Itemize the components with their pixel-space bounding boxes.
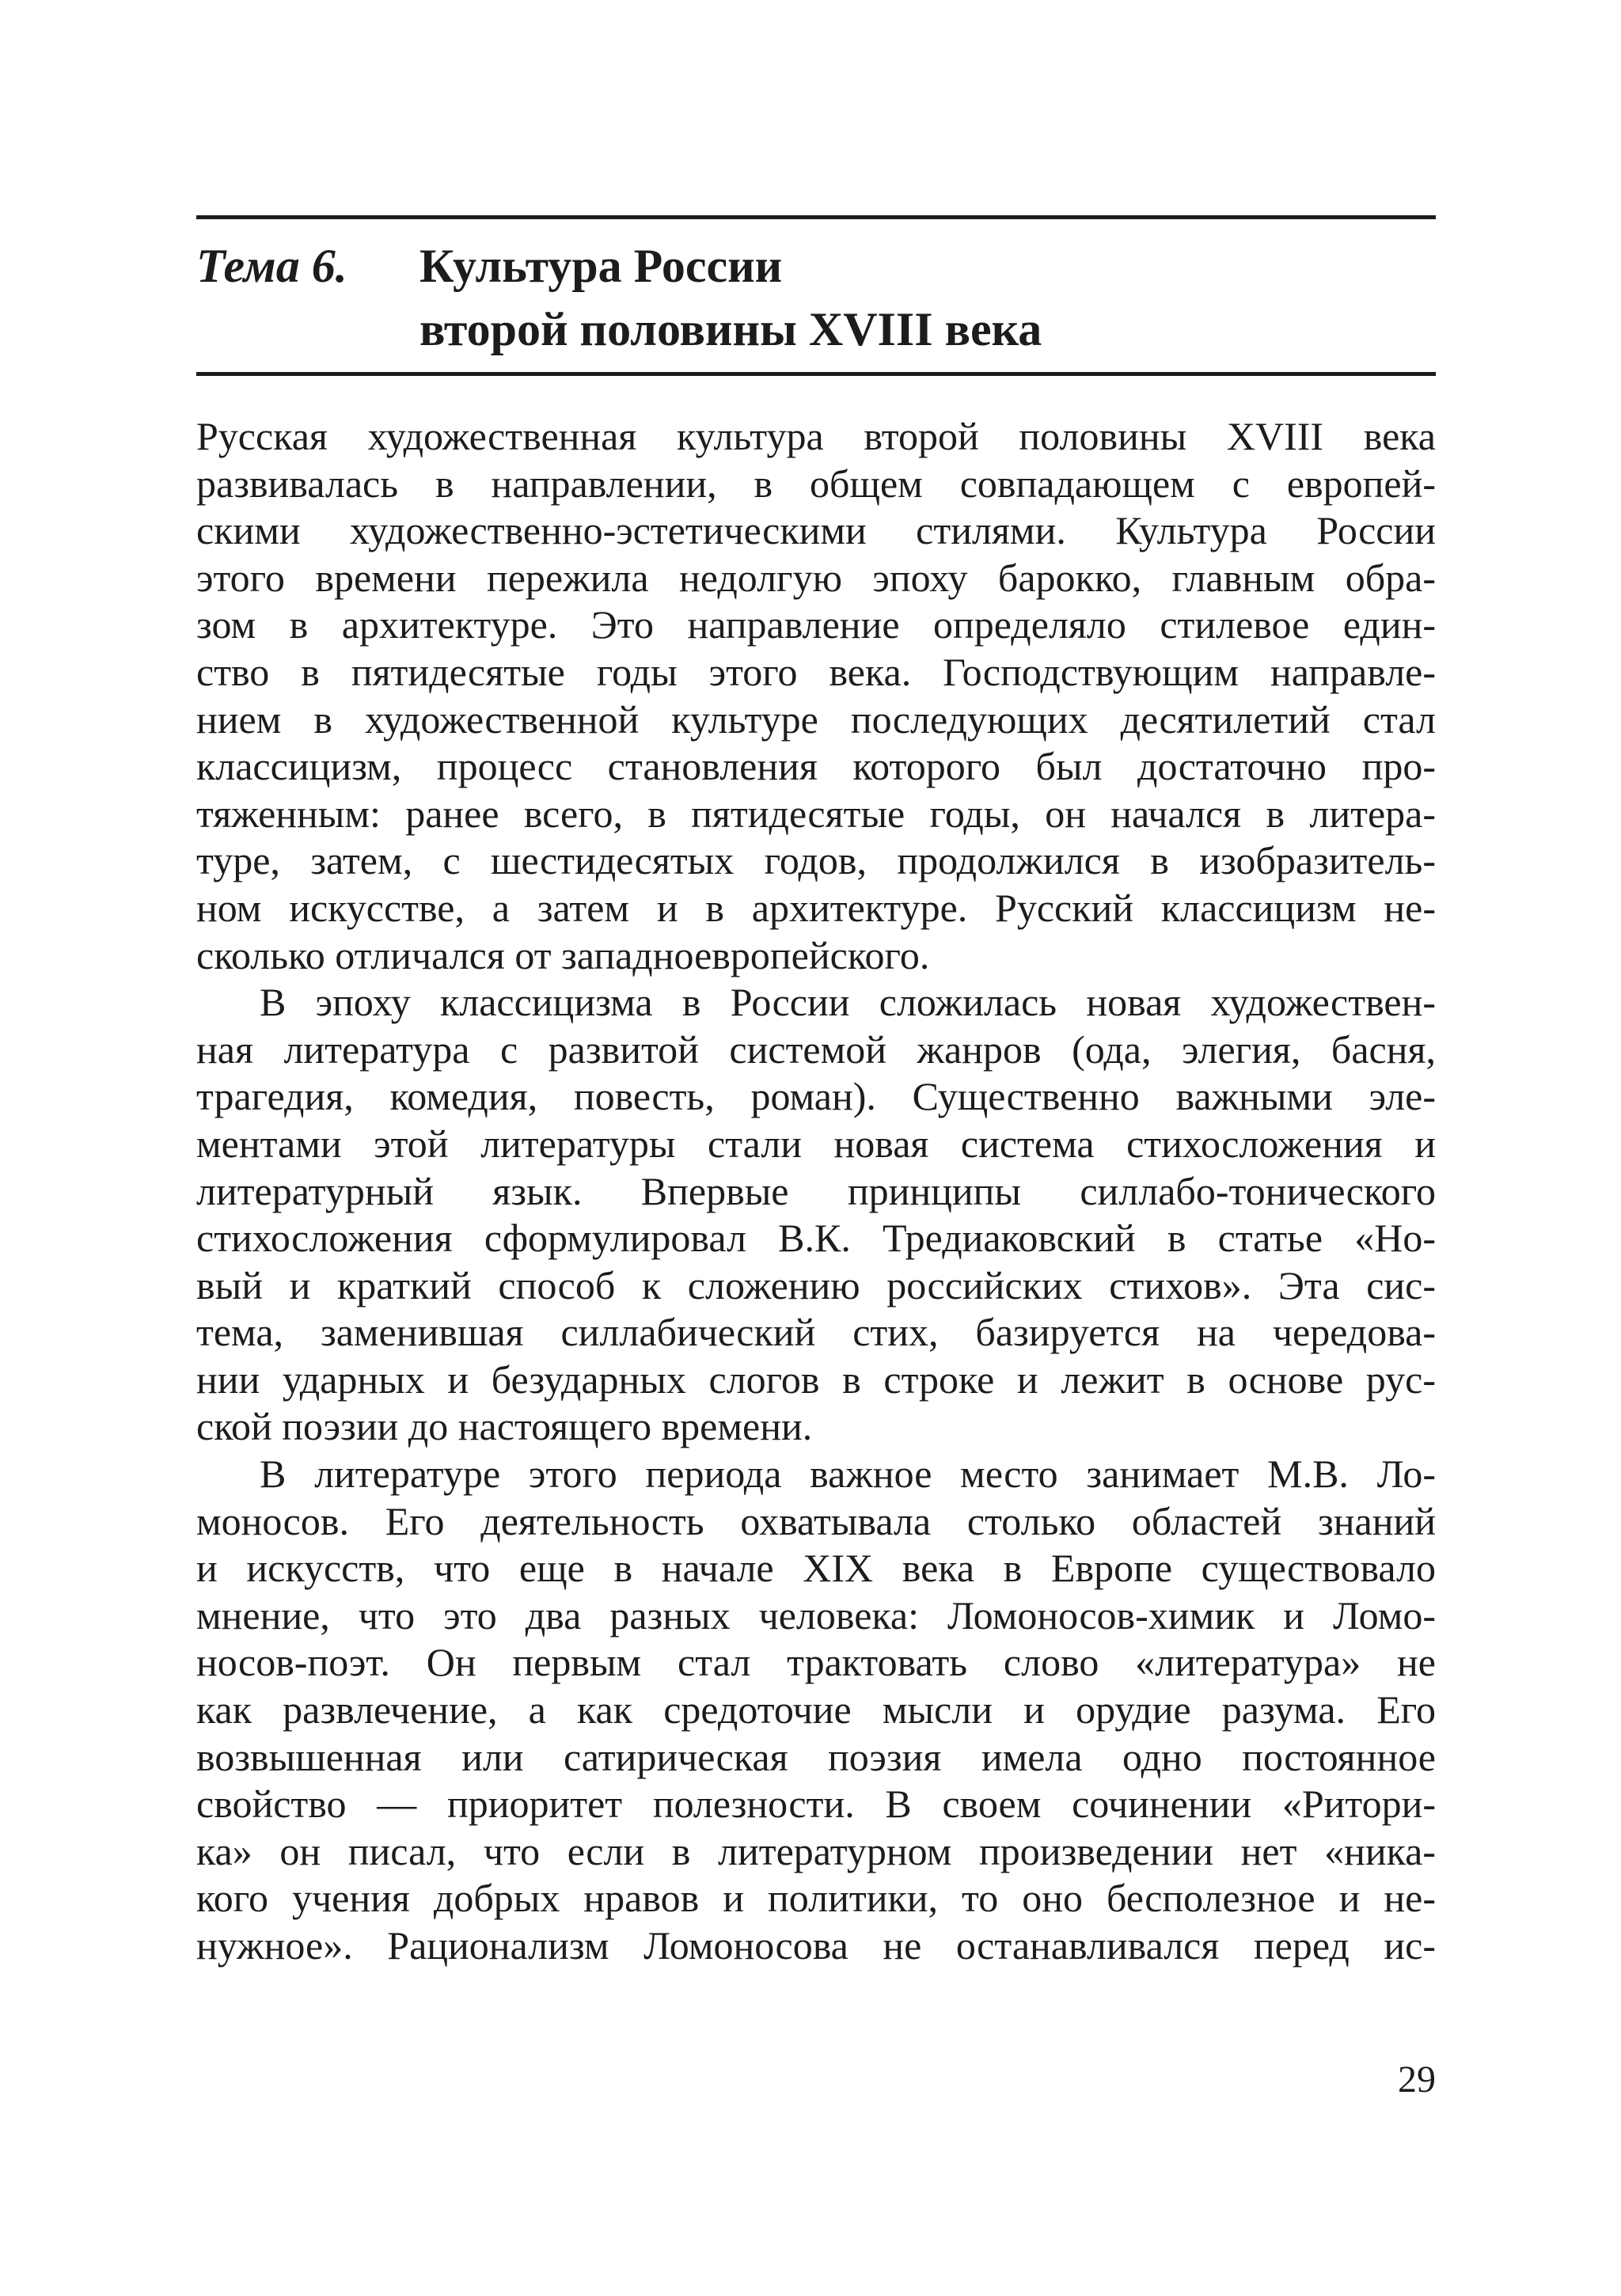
text-line: ном искусстве, а затем и в архитектуре. Русский классицизм не- <box>196 885 1436 930</box>
text-line: мнение, что это два разных человека: Ломоносов-химик и Ломо- <box>196 1592 1436 1638</box>
text-line: ментами этой литературы стали новая система стихосложения и <box>196 1121 1436 1166</box>
text-line: развивалась в направлении, в общем совпадающем с европей- <box>196 461 1436 506</box>
text-line: туре, затем, с шестидесятых годов, продолжился в изобразитель- <box>196 838 1436 883</box>
text-line: вый и краткий способ к сложению российских стихов». Эта сис- <box>196 1262 1436 1307</box>
topic-label: Тема 6. <box>196 240 347 292</box>
text-line: носов-поэт. Он первым стал трактовать слово «литература» не <box>196 1640 1436 1685</box>
text-line: скими художественно-эстетическими стилями. Культура России <box>196 508 1436 553</box>
text-line: кого учения добрых нравов и политики, то оно бесполезное и не- <box>196 1876 1436 1921</box>
text-line: зом в архитектуре. Это направление определяло стилевое един- <box>196 602 1436 647</box>
text-line: сколько отличался от западноевропейского. <box>196 932 930 977</box>
paragraph <box>196 1451 1436 1970</box>
text-line: В литературе этого периода важное место занимает М.В. Ло- <box>260 1452 1436 1497</box>
text-line: нужное». Рационализм Ломоносова не останавливался перед ис- <box>196 1923 1436 1968</box>
text-line: этого времени пережила недолгую эпоху барокко, главным обра- <box>196 555 1436 600</box>
text-line: стихосложения сформулировал В.К. Тредиаковский в статье «Но- <box>196 1216 1436 1261</box>
heading-top-rule <box>196 215 1436 219</box>
page-number: 29 <box>1398 2059 1436 2101</box>
body-text <box>196 413 1436 1970</box>
text-line: ная литература с развитой системой жанров (ода, элегия, басня, <box>196 1027 1436 1072</box>
text-line: и искусств, что еще в начале XIX века в Европе существовало <box>196 1546 1436 1591</box>
paragraph <box>196 979 1436 1451</box>
text-line: тема, заменившая силлабический стих, базируется на чередова- <box>196 1310 1436 1355</box>
topic-title-line: второй половины XVIII века <box>419 303 1042 355</box>
paragraph <box>196 413 1436 979</box>
text-line: трагедия, комедия, повесть, роман). Существенно важными эле- <box>196 1074 1436 1119</box>
text-line: возвышенная или сатирическая поэзия имела одно постоянное <box>196 1734 1436 1779</box>
heading-bottom-rule <box>196 372 1436 376</box>
topic-title-line: Культура России <box>419 240 783 292</box>
text-line: Русская художественная культура второй половины XVIII века <box>196 414 1436 458</box>
text-line: свойство — приоритет полезности. В своем сочинении «Ритори- <box>196 1782 1436 1827</box>
text-line: нии ударных и безударных слогов в строке и лежит в основе рус- <box>196 1357 1436 1402</box>
text-line: как развлечение, а как средоточие мысли и орудие разума. Его <box>196 1687 1436 1732</box>
text-line: литературный язык. Впервые принципы силлабо-тонического <box>196 1168 1436 1213</box>
text-line: тяженным: ранее всего, в пятидесятые годы, он начался в литера- <box>196 791 1436 836</box>
text-line: моносов. Его деятельность охватывала столько областей знаний <box>196 1498 1436 1543</box>
text-line: нием в художественной культуре последующих десятилетий стал <box>196 696 1436 742</box>
chapter-heading <box>196 234 1436 361</box>
text-line: классицизм, процесс становления которого был достаточно про- <box>196 744 1436 789</box>
text-line: ской поэзии до настоящего времени. <box>196 1404 813 1449</box>
text-line: ство в пятидесятые годы этого века. Господствующим направле- <box>196 649 1436 694</box>
topic-title <box>419 234 1042 361</box>
text-line: В эпоху классицизма в России сложилась новая художествен- <box>260 980 1436 1025</box>
text-line: ка» он писал, что если в литературном произведении нет «ника- <box>196 1828 1436 1873</box>
